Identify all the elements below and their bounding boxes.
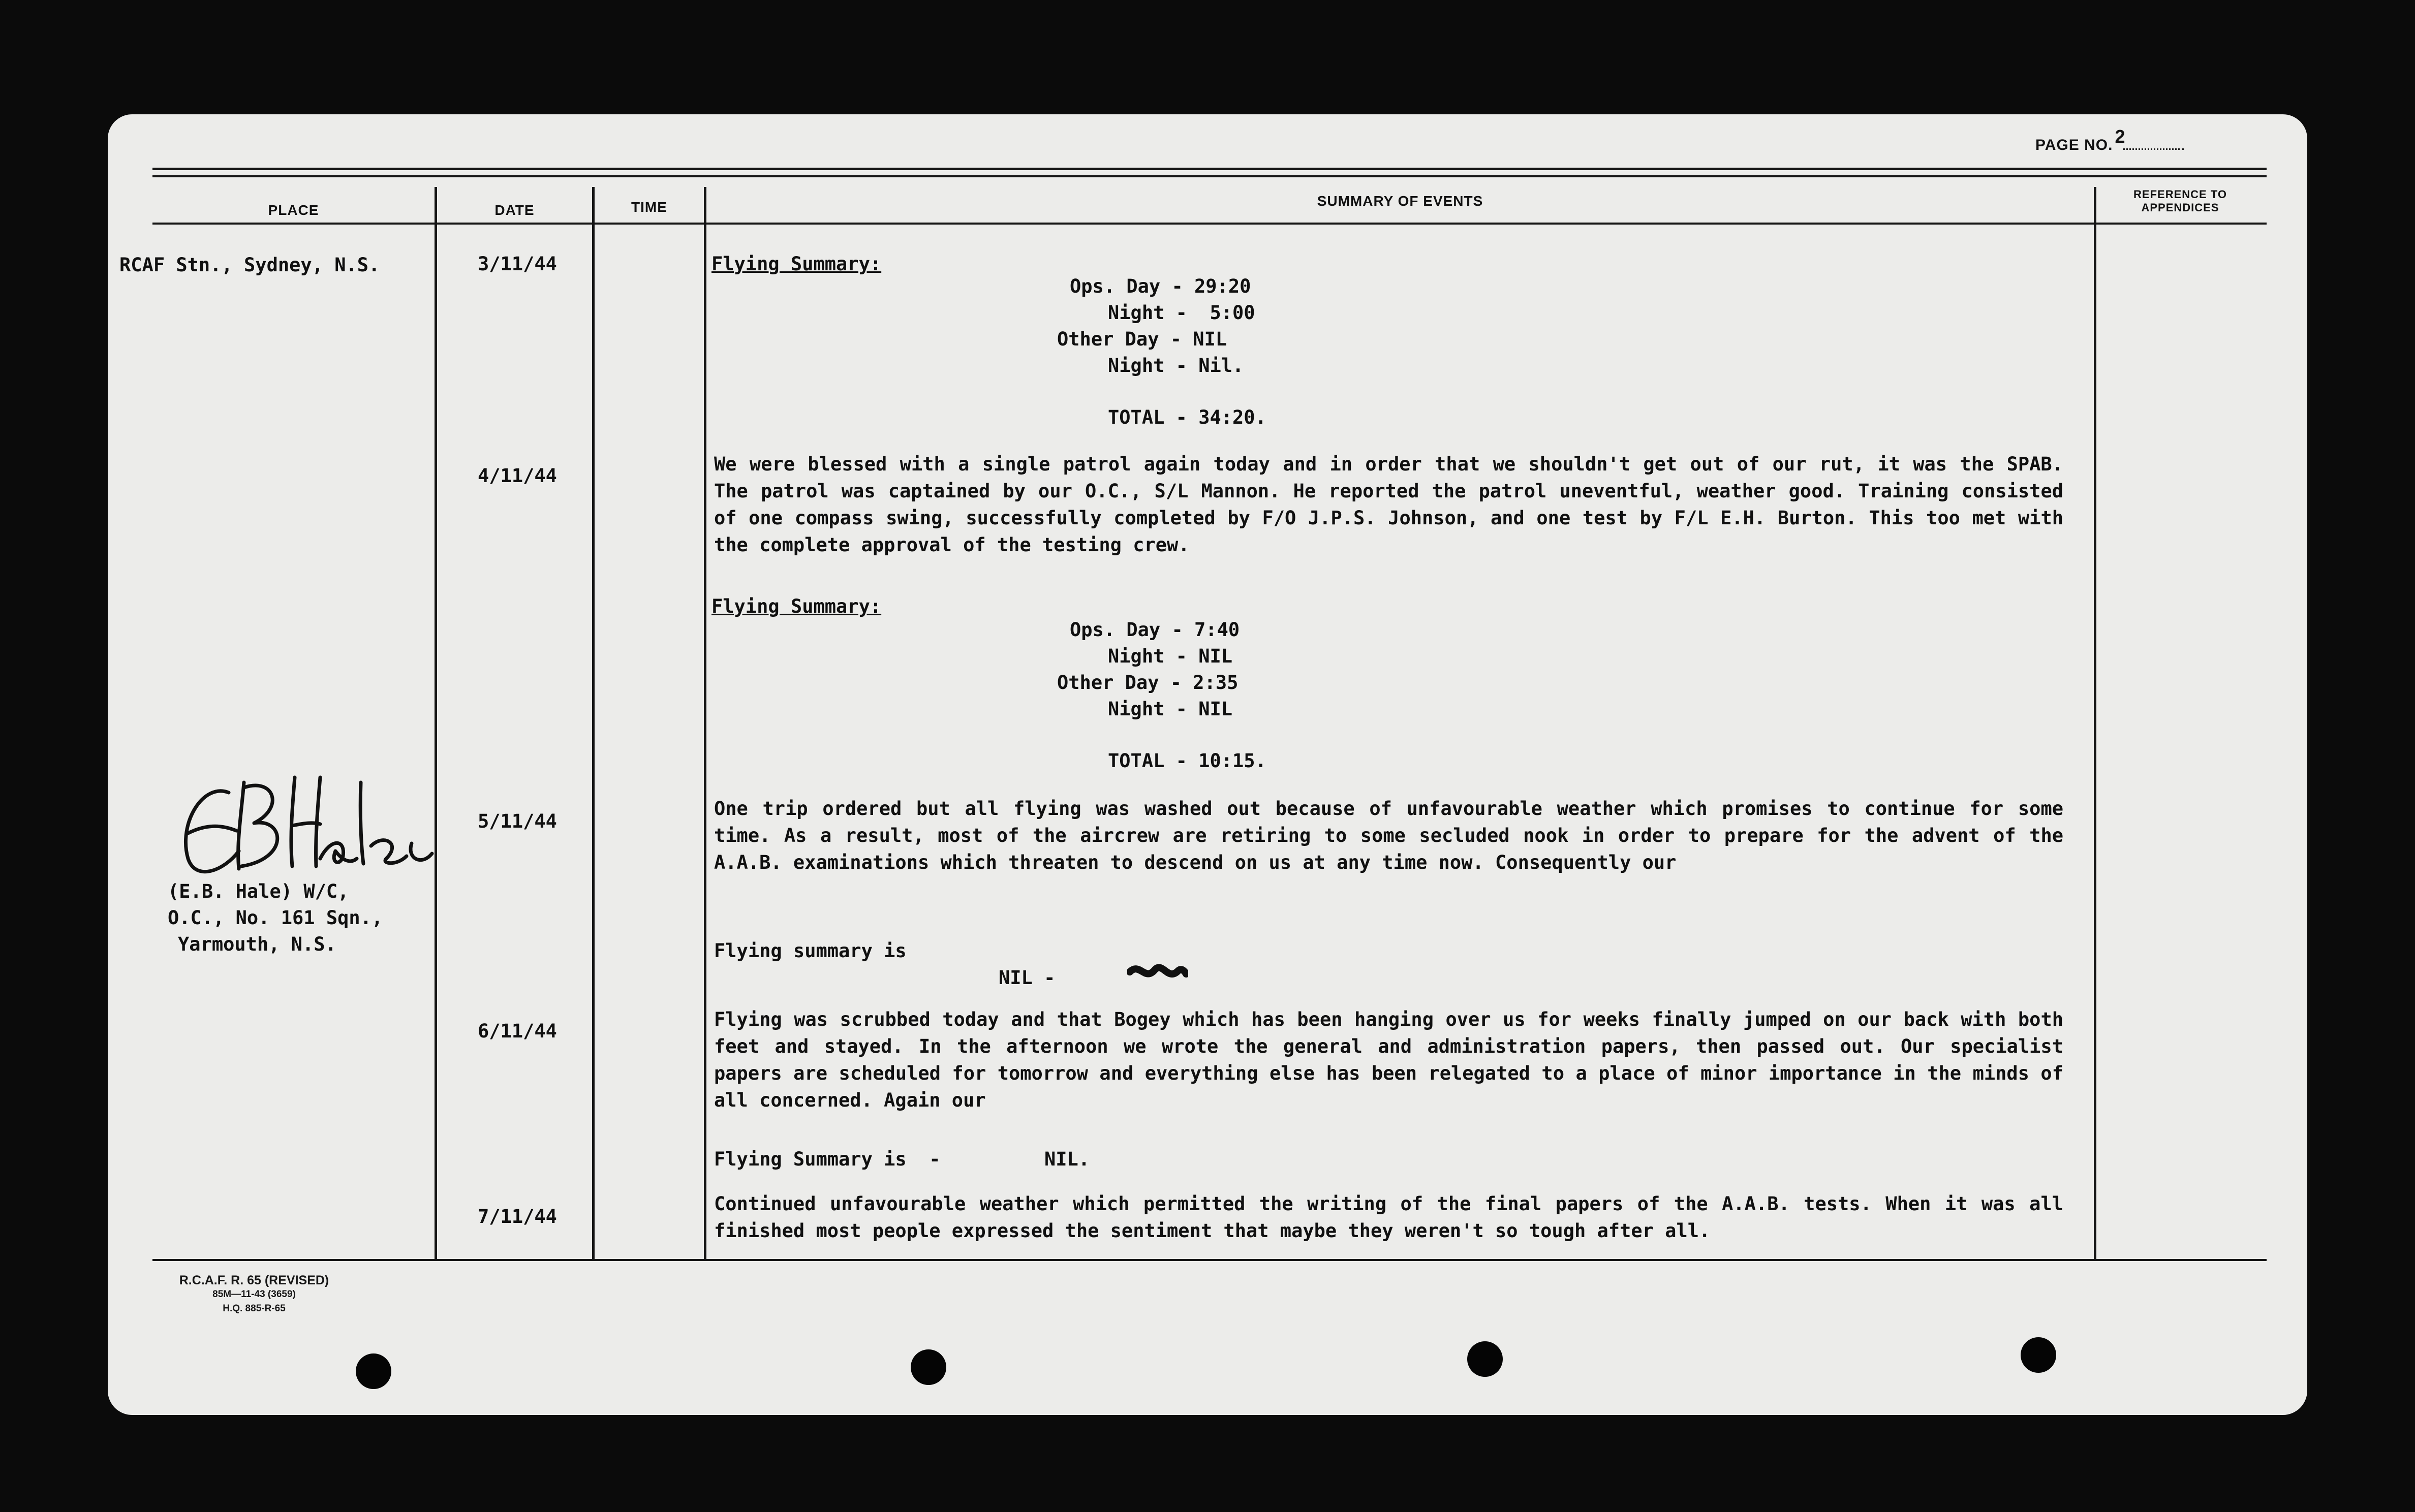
- place-station: RCAF Stn., Sydney, N.S.: [119, 254, 380, 276]
- entry-narrative: Continued unfavourable weather which permitted the writing of the final papers of the A.A.B. tests. When it was all finished most people expressed the sentiment that maybe they weren't so tough after all.: [714, 1193, 2063, 1242]
- entry-narrative: Flying was scrubbed today and that Bogey which has been hanging over us for weeks finally jumped on our back with both feet and stayed. In the afternoon we wrote the general and administration papers, then passed out. Our specialist papers are scheduled for tomorrow and everything else has been relegated to a place of minor importance in the minds of all concerned. Again our: [714, 1009, 2063, 1111]
- column-divider-summary-reference: [2094, 187, 2096, 1260]
- page-number-label: PAGE NO.: [2035, 137, 2113, 153]
- flying-summary-line: Night - 5:00: [1108, 302, 1255, 324]
- page-number-dotted-line: [2123, 148, 2184, 150]
- redaction-scribble: [1127, 962, 1188, 982]
- punch-hole: [911, 1349, 946, 1385]
- flying-summary-line: Ops. Day - 29:20: [1070, 275, 1251, 297]
- header-reference: [2096, 188, 2264, 214]
- signature-block-line-1: (E.B. Hale) W/C,: [168, 880, 349, 902]
- entry-narrative: We were blessed with a single patrol again today and in order that we shouldn't get out of our rut, it was the SPAB. The patrol was captained by our O.C., S/L Mannon. He reported the patrol uneventful, weather good. Training consisted of one compass swing, successfully completed by F/O J.P.S. Johnson, and one test by F/L E.H. Burton. This too met with the complete approval of the testing crew.: [714, 453, 2063, 556]
- entry-date: 6/11/44: [478, 1020, 557, 1042]
- header-place: PLACE: [268, 202, 319, 218]
- header-summary: SUMMARY OF EVENTS: [1317, 193, 1483, 209]
- top-double-rule-lower: [152, 175, 2267, 177]
- punch-hole: [1467, 1341, 1503, 1377]
- header-reference-line-1: REFERENCE TO: [2133, 188, 2227, 201]
- flying-summary-line: Night - Nil.: [1108, 355, 1244, 376]
- entry-date: 4/11/44: [478, 465, 557, 487]
- header-bottom-rule: [152, 223, 2267, 225]
- form-print-code: 85M—11-43 (3659): [212, 1289, 296, 1300]
- flying-summary-total: TOTAL - 34:20.: [1108, 406, 1266, 428]
- column-divider-place-date: [435, 187, 437, 1260]
- column-divider-time-summary: [704, 187, 706, 1260]
- header-date: DATE: [494, 202, 535, 218]
- entry-narrative: One trip ordered but all flying was washed out because of unfavourable weather which promises to continue for some time. As a result, most of the aircrew are retiring to some secluded nook in order to prepare for the advent of the A.A.B. examinations which threaten to descend on us at any time now. Consequently our: [714, 798, 2063, 873]
- punch-hole: [2021, 1337, 2056, 1373]
- punch-hole: [356, 1353, 391, 1389]
- flying-summary-line: Night - NIL: [1108, 698, 1233, 720]
- flying-summary-line: Ops. Day - 7:40: [1070, 619, 1240, 641]
- flying-summary-value: NIL -: [999, 967, 1056, 989]
- flying-summary-line: Night - NIL: [1108, 645, 1233, 667]
- signature-block-line-2: O.C., No. 161 Sqn.,: [168, 907, 383, 929]
- entry-date: 5/11/44: [478, 810, 557, 832]
- table-bottom-rule: [152, 1259, 2267, 1261]
- flying-summary-heading: Flying Summary:: [711, 253, 882, 275]
- entry-date: 7/11/44: [478, 1206, 557, 1227]
- flying-summary-line: Other Day - NIL: [1057, 328, 1227, 350]
- flying-summary-label: Flying Summary is -: [714, 1148, 941, 1170]
- flying-summary-total: TOTAL - 10:15.: [1108, 750, 1266, 772]
- page-number: [2035, 126, 2184, 154]
- top-double-rule-upper: [152, 168, 2267, 170]
- signature-block-line-3: Yarmouth, N.S.: [178, 933, 336, 955]
- flying-summary-line: Other Day - 2:35: [1057, 672, 1239, 694]
- form-number-line: R.C.A.F. R. 65 (REVISED): [179, 1273, 329, 1287]
- commanding-officer-signature: [168, 762, 452, 889]
- page-number-value: 2: [2115, 126, 2126, 147]
- header-reference-line-2: APPENDICES: [2141, 201, 2219, 214]
- column-divider-date-time: [592, 187, 595, 1260]
- flying-summary-value: NIL.: [1044, 1148, 1090, 1170]
- form-hq-code: H.Q. 885-R-65: [223, 1303, 286, 1314]
- form-number-footer: [152, 1273, 356, 1316]
- header-time: TIME: [631, 199, 667, 215]
- flying-summary-label: Flying summary is: [714, 940, 907, 962]
- flying-summary-heading: Flying Summary:: [711, 595, 882, 617]
- entry-date: 3/11/44: [478, 253, 557, 275]
